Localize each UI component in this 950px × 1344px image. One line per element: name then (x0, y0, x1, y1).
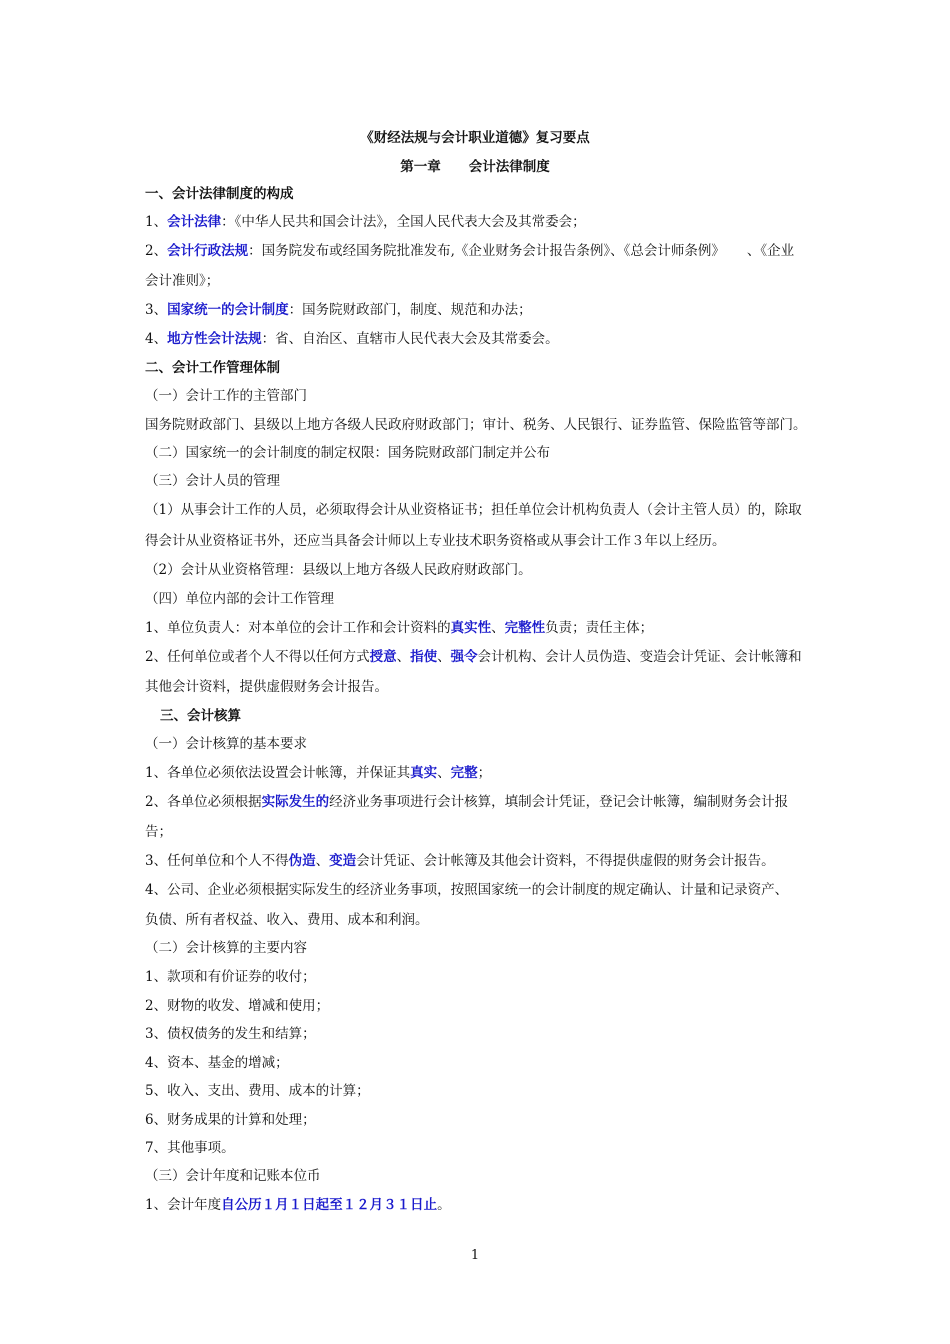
paragraph: （一）会计工作的主管部门 (145, 388, 307, 404)
paragraph: 1、会计年度自公历１月１日起至１２月３１日止。 (145, 1197, 451, 1213)
paragraph: （2）会计从业资格管理：县级以上地方各级人民政府财政部门。 (145, 562, 532, 578)
list-item: 5、收入、支出、费用、成本的计算； (145, 1083, 370, 1099)
section-heading: 一、会计法律制度的构成 (145, 186, 294, 202)
paragraph: 负债、所有者权益、收入、费用、成本和利润。 (145, 912, 429, 928)
document-title: 《财经法规与会计职业道德》复习要点 (360, 130, 590, 146)
paragraph: （二）国家统一的会计制度的制定权限：国务院财政部门制定并公布 (145, 445, 550, 461)
section-heading: 三、会计核算 (160, 708, 241, 724)
paragraph: （二）会计核算的主要内容 (145, 940, 307, 956)
paragraph: （三）会计年度和记账本位币 (145, 1168, 321, 1184)
page-number: 1 (470, 1248, 480, 1263)
section-heading: 二、会计工作管理体制 (145, 360, 280, 376)
list-item: 3、债权债务的发生和结算； (145, 1026, 316, 1042)
paragraph: 4、公司、企业必须根据实际发生的经济业务事项，按照国家统一的会计制度的规定确认、计量和记录资产、 (145, 882, 789, 898)
paragraph: （一）会计核算的基本要求 (145, 736, 307, 752)
paragraph: 得会计从业资格证书外，还应当具备会计师以上专业技术职务资格或从事会计工作３年以上经历。 (145, 533, 726, 549)
paragraph: 2、各单位必须根据实际发生的经济业务事项进行会计核算，填制会计凭证，登记会计帐簿，编制财务会计报 (145, 794, 789, 810)
paragraph: （1）从事会计工作的人员，必须取得会计从业资格证书；担任单位会计机构负责人（会计主管人员）的，除取 (145, 502, 802, 518)
paragraph: （四）单位内部的会计工作管理 (145, 591, 334, 607)
chapter-title (0, 157, 950, 177)
paragraph: 3、国家统一的会计制度：国务院财政部门，制度、规范和办法； (145, 302, 532, 318)
chapter-number: 第一章 (400, 159, 441, 175)
paragraph: 会计准则》； (145, 273, 220, 289)
list-item: 1、款项和有价证券的收付； (145, 969, 316, 985)
paragraph: 3、任何单位和个人不得伪造、变造会计凭证、会计帐簿及其他会计资料，不得提供虚假的财务会计报告。 (145, 853, 775, 869)
paragraph: 2、任何单位或者个人不得以任何方式授意、指使、强令会计机构、会计人员伪造、变造会计凭证、会计帐簿和 (145, 649, 802, 665)
paragraph: 1、单位负责人：对本单位的会计工作和会计资料的真实性、完整性负责；责任主体； (145, 620, 654, 636)
list-item: 4、资本、基金的增减； (145, 1055, 289, 1071)
paragraph: 告； (145, 824, 172, 840)
paragraph: 1、各单位必须依法设置会计帐簿，并保证其真实、完整； (145, 765, 492, 781)
paragraph: 2、会计行政法规：国务院发布或经国务院批准发布,《企业财务会计报告条例》、《总会计师条例》 、《企业 (145, 243, 795, 259)
list-item: 6、财务成果的计算和处理； (145, 1112, 316, 1128)
list-item: 2、财物的收发、增减和使用； (145, 998, 330, 1014)
paragraph: （三）会计人员的管理 (145, 473, 280, 489)
list-item: 7、其他事项。 (145, 1140, 235, 1156)
paragraph: 其他会计资料，提供虚假财务会计报告。 (145, 679, 388, 695)
chapter-name: 会计法律制度 (468, 159, 550, 175)
paragraph: 4、地方性会计法规：省、自治区、直辖市人民代表大会及其常委会。 (145, 331, 559, 347)
paragraph: 国务院财政部门、县级以上地方各级人民政府财政部门；审计、税务、人民银行、证券监管、保险监管等部门。 (145, 417, 807, 433)
paragraph: 1、会计法律：《中华人民共和国会计法》，全国人民代表大会及其常委会； (145, 214, 586, 230)
